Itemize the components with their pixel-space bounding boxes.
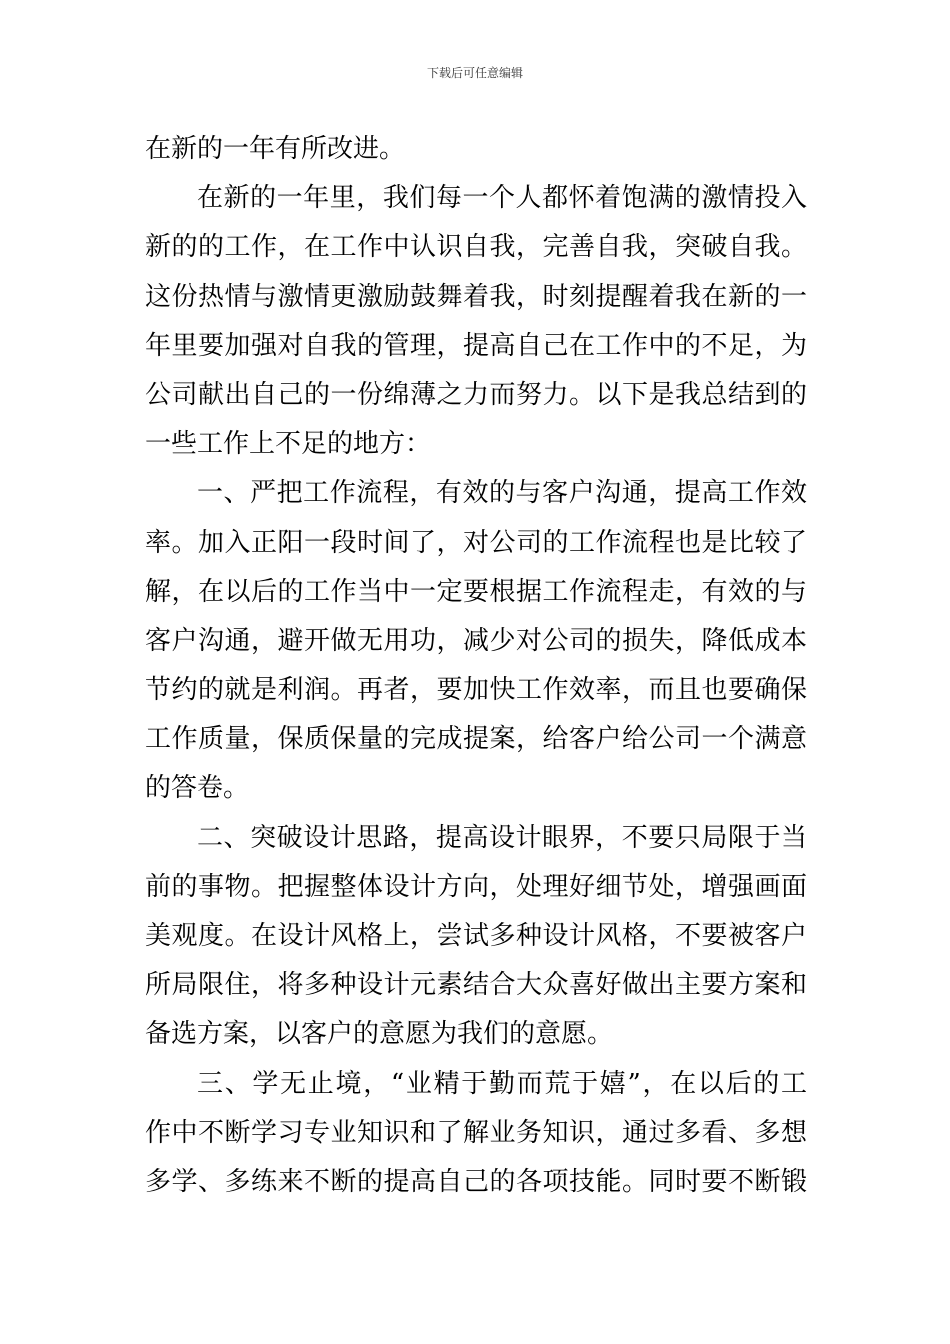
text-line: 二、突破设计思路，提高设计眼界，不要只局限于当: [197, 822, 807, 853]
text-line: 公司献出自己的一份绵薄之力而努力。以下是我总结到的: [145, 379, 807, 410]
text-line: 在新的一年里，我们每一个人都怀着饱满的激情投入: [197, 183, 807, 214]
text-line: 多学、多练来不断的提高自己的各项技能。同时要不断锻: [145, 1166, 807, 1197]
text-line: 三、学无止境，“业精于勤而荒于嬉”，在以后的工: [197, 1068, 807, 1099]
text-line: 客户沟通，避开做无用功，减少对公司的损失，降低成本: [145, 625, 807, 656]
text-line: 前的事物。把握整体设计方向，处理好细节处，增强画面: [145, 871, 807, 902]
text-line: 节约的就是利润。再者，要加快工作效率，而且也要确保: [145, 675, 807, 706]
text-line: 一、严把工作流程，有效的与客户沟通，提高工作效: [197, 478, 807, 509]
text-line: 解，在以后的工作当中一定要根据工作流程走，有效的与: [145, 576, 807, 607]
text-line: 所局限住，将多种设计元素结合大众喜好做出主要方案和: [145, 970, 807, 1001]
text-line: 率。加入正阳一段时间了，对公司的工作流程也是比较了: [145, 527, 807, 558]
document-body: [145, 125, 807, 1207]
text-line: 美观度。在设计风格上，尝试多种设计风格，不要被客户: [145, 921, 807, 951]
text-line: 一些工作上不足的地方：: [145, 429, 432, 460]
text-line: 作中不断学习专业知识和了解业务知识，通过多看、多想: [145, 1117, 807, 1148]
text-line: 的答卷。: [145, 773, 250, 804]
text-line: 年里要加强对自我的管理，提高自己在工作中的不足，为: [145, 330, 807, 361]
text-line: 在新的一年有所改进。: [145, 134, 406, 164]
text-line: 这份热情与激情更激励鼓舞着我，时刻提醒着我在新的一: [145, 281, 807, 312]
text-line: 工作质量，保质保量的完成提案，给客户给公司一个满意: [145, 724, 807, 755]
text-line: 新的的工作，在工作中认识自我，完善自我，突破自我。: [145, 232, 807, 263]
text-line: 备选方案，以客户的意愿为我们的意愿。: [145, 1019, 614, 1050]
page-header: 下载后可任意编辑: [426, 66, 523, 80]
